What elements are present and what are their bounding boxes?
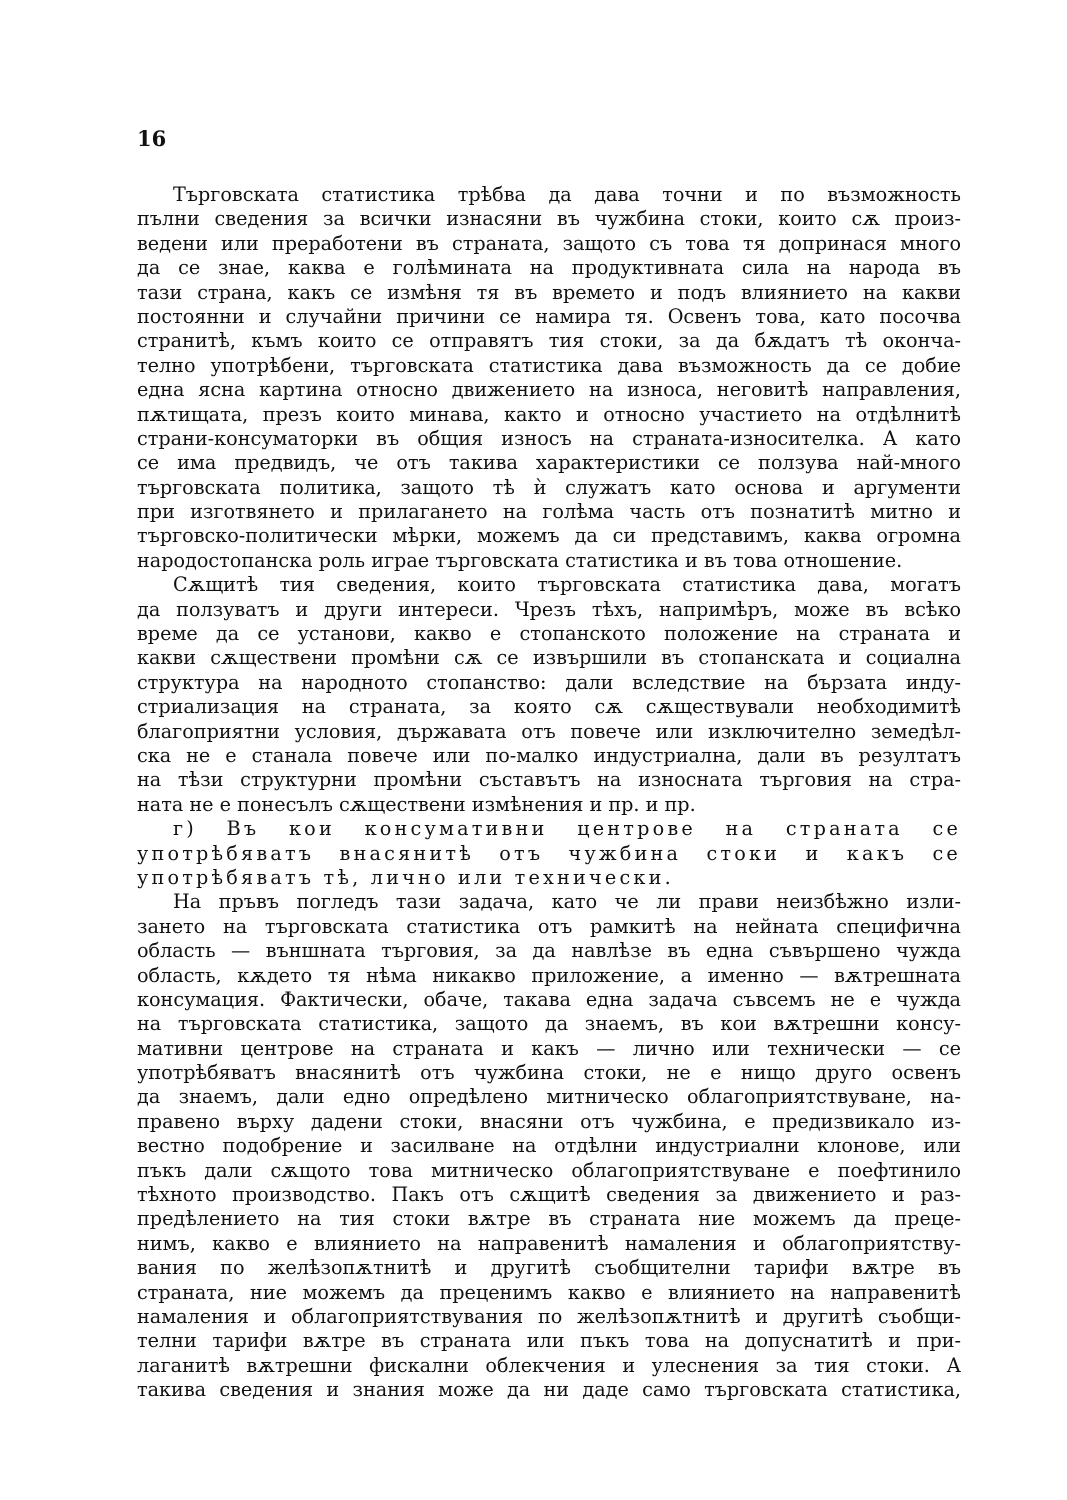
text-line: да знаемъ, дали едно опредѣлено митническо облагоприятствуване, на-	[137, 1085, 961, 1109]
text-line: пълни сведения за всички изнасяни въ чужбина стоки, които сѫ произ-	[137, 207, 961, 231]
text-line: область, кѫдето тя нѣма никакво приложение, а именно — вѫтрешната	[137, 963, 961, 987]
text-line: г) Въ кои консумативни центрове на страната се	[173, 817, 961, 841]
text-line: време да се установи, какво е стопанското положение на страната и	[137, 622, 961, 646]
text-line: нимъ, какво е влиянието на направенитѣ намаления и облагоприятству-	[137, 1231, 961, 1255]
text-line: пѫтищата, презъ които минава, както и относно участието на отдѣлнитѣ	[137, 402, 961, 426]
text-line: пъкъ дали сѫщото това митническо облагоприятствуване е поефтинило	[137, 1158, 961, 1182]
text-line: предѣлението на тия стоки вѫтре въ страната ние можемъ да преце-	[137, 1207, 961, 1231]
text-line: една ясна картина относно движението на износа, неговитѣ направления,	[137, 378, 961, 402]
text-line: область — външната търговия, за да навлѣзе въ една съвършено чужда	[137, 939, 961, 963]
text-line: ната не е понесълъ сѫществени измѣнения и пр. и пр.	[137, 792, 696, 816]
text-line: консумация. Фактически, обаче, такава една задача съвсемъ не е чужда	[137, 987, 961, 1011]
text-line: тази страна, какъ се измѣня тя въ времето и подъ влиянието на какви	[137, 280, 961, 304]
text-line: употрѣбяватъ тѣ, лично или технически.	[137, 865, 674, 889]
text-line: такива сведения и знания може да ни даде само търговската статистика,	[137, 1378, 961, 1402]
text-line: ведени или преработени въ страната, защото съ това тя допринася много	[137, 231, 961, 255]
text-line: търговската политика, защото тѣ ѝ служатъ като основа и аргументи	[137, 475, 961, 499]
text-line: зането на търговската статистика отъ рамкитѣ на нейната специфична	[137, 914, 961, 938]
text-line: тѣхното производство. Пакъ отъ сѫщитѣ сведения за движението и раз-	[137, 1183, 961, 1207]
text-line: употрѣбяватъ внасянитѣ отъ чужбина стоки, не е нищо друго освенъ	[137, 1061, 961, 1085]
text-line: правено върху дадени стоки, внасяни отъ чужбина, е предизвикало из-	[137, 1109, 961, 1133]
text-line: стриализация на страната, за която сѫ сѫществували необходимитѣ	[137, 695, 961, 719]
text-line: постоянни и случайни причини се намира тя. Освенъ това, като посочва	[137, 304, 961, 328]
text-line: Търговската статистика трѣбва да дава точни и по възможность	[173, 183, 961, 206]
text-line: мативни центрове на страната и какъ — лично или технически — се	[137, 1036, 961, 1060]
page-number: 16	[137, 126, 167, 151]
text-line: се има предвидъ, че отъ такива характеристики се ползува най-много	[137, 451, 961, 475]
text-line: народостопанска роль играе търговската статистика и въ това отношение.	[137, 548, 903, 572]
text-line: страната, ние можемъ да преценимъ какво е влиянието на направенитѣ	[137, 1280, 961, 1304]
text-line: На пръвъ погледъ тази задача, като че ли прави неизбѣжно изли-	[173, 890, 961, 914]
text-line: какви сѫществени промѣни сѫ се извършили въ стопанската и социална	[137, 646, 961, 670]
text-line: структура на народното стопанство: дали вследствие на бързата инду-	[137, 670, 961, 694]
text-line: вестно подобрение и засилване на отдѣлни индустриални клонове, или	[137, 1134, 961, 1158]
text-line: вания по желѣзопѫтнитѣ и другитѣ съобщителни тарифи вѫтре въ	[137, 1256, 961, 1280]
text-line: намаления и облагоприятствувания по желѣзопѫтнитѣ и другитѣ съобщи-	[137, 1304, 961, 1328]
text-line: търговско-политически мѣрки, можемъ да си представимъ, каква огромна	[137, 524, 961, 548]
text-line: странитѣ, къмъ които се отправятъ тия стоки, за да бѫдатъ тѣ оконча-	[137, 329, 961, 353]
text-line: телно употрѣбени, търговската статистика дава възможность да се добие	[137, 353, 961, 377]
text-line: благоприятни условия, държавата отъ повече или изключително земедѣл-	[137, 719, 961, 743]
body-text	[137, 183, 961, 1403]
text-line: на търговската статистика, защото да знаемъ, въ кои вѫтрешни консу-	[137, 1012, 961, 1036]
text-line: страни-консуматорки въ общия износъ на страната-износителка. А като	[137, 426, 961, 450]
text-line: употрѣбяватъ внасянитѣ отъ чужбина стоки и какъ се	[137, 841, 961, 865]
text-line: да се знае, каква е голѣмината на продуктивната сила на народа въ	[137, 256, 961, 280]
text-line: на тѣзи структурни промѣни съставътъ на износната търговия на стра-	[137, 768, 961, 792]
text-line: ска не е станала повече или по-малко индустриална, дали въ резултатъ	[137, 743, 961, 767]
text-line: при изготвянето и прилагането на голѣма часть отъ познатитѣ митно и	[137, 500, 961, 524]
text-line: лаганитѣ вѫтрешни фискални облекчения и улеснения за тия стоки. А	[137, 1353, 961, 1377]
text-line: телни тарифи вѫтре въ страната или пъкъ това на допуснатитѣ и при-	[137, 1329, 961, 1353]
text-line: да ползуватъ и други интереси. Чрезъ тѣхъ, напримѣръ, може въ всѣко	[137, 597, 961, 621]
text-line: Сѫщитѣ тия сведения, които търговската статистика дава, могатъ	[173, 573, 961, 597]
